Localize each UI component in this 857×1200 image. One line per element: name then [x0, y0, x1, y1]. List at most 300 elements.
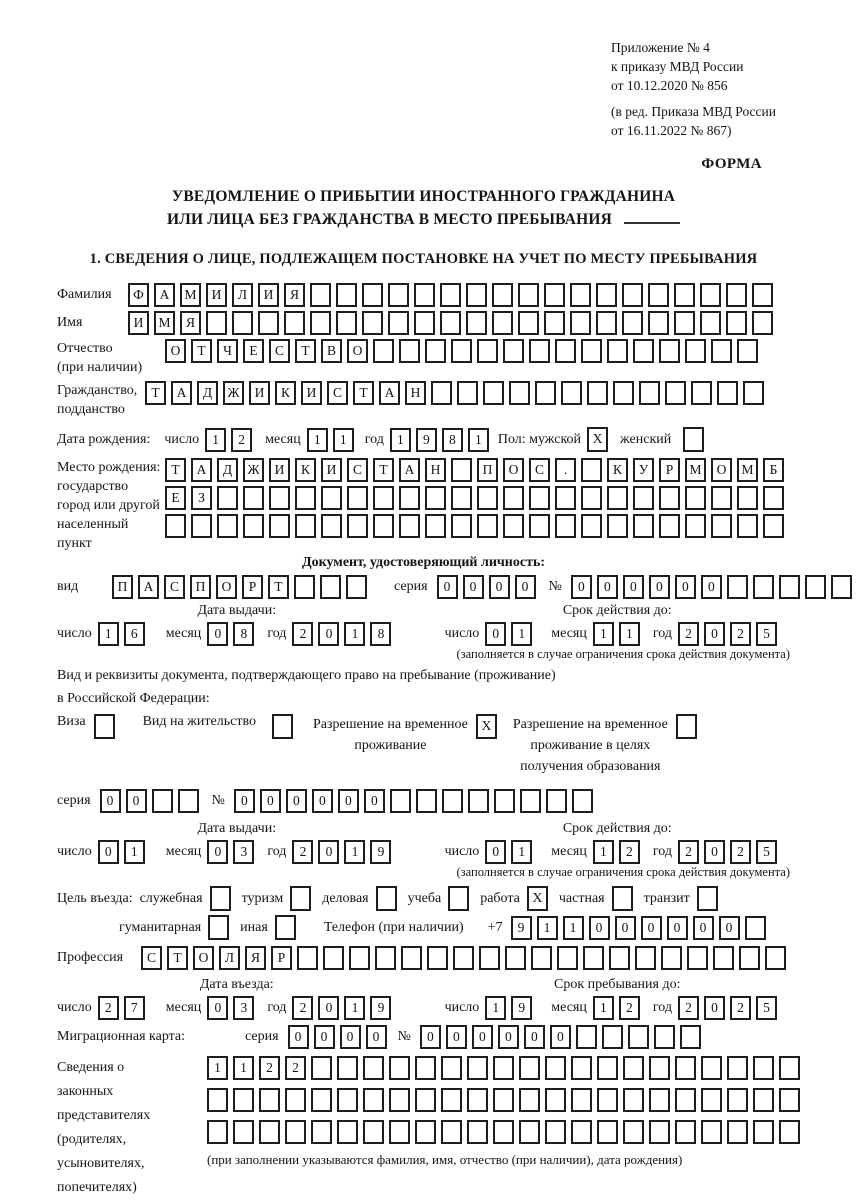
char-cell: А: [191, 458, 212, 482]
char-cell: [285, 1120, 306, 1144]
char-cell: [739, 946, 760, 970]
char-cell: [583, 946, 604, 970]
char-cell: Н: [405, 381, 426, 405]
char-cell: [727, 1088, 748, 1112]
char-cell: [373, 514, 394, 538]
edition-line-2: от 16.11.2022 № 867): [611, 123, 732, 138]
char-cell: [165, 514, 186, 538]
char-cell: 2: [259, 1056, 280, 1080]
purpose-tourism-label: туризм: [241, 890, 284, 906]
char-cell: [727, 1120, 748, 1144]
char-cell: 2: [231, 428, 252, 452]
char-cell: Н: [425, 458, 446, 482]
char-cell: [622, 283, 643, 307]
identity-doc-dates: Дата выдачи: число 1 6 месяц 0 8 год 2 0 1 8 Срок действия до: число 0 1 месяц 1 1 год 2 0 2 5: [57, 603, 790, 646]
char-cell: 2: [98, 996, 119, 1020]
entry-month-cells: [207, 996, 259, 1020]
char-cell: [346, 575, 367, 599]
char-cell: [243, 514, 264, 538]
char-cell: Я: [245, 946, 266, 970]
char-cell: [415, 1056, 436, 1080]
char-cell: 8: [233, 622, 254, 646]
char-cell: [665, 381, 686, 405]
char-cell: Т: [165, 458, 186, 482]
name-row: [57, 311, 790, 335]
annex-line-2: к приказу МВД России: [611, 59, 744, 74]
char-cell: [545, 1056, 566, 1080]
char-cell: 0: [340, 1025, 361, 1049]
char-cell: [529, 339, 550, 363]
char-cell: 0: [472, 1025, 493, 1049]
char-cell: [494, 789, 515, 813]
char-cell: [717, 381, 738, 405]
residence-doc-dates: Дата выдачи: число 0 1 месяц 0 3 год 2 0 1 9 Срок действия до: число 0 1 месяц 1 2 год 2 0 2 5: [57, 821, 790, 864]
char-cell: 1: [593, 840, 614, 864]
char-cell: [431, 381, 452, 405]
purpose-private-checkbox: [612, 886, 633, 911]
char-cell: И: [301, 381, 322, 405]
char-cell: [581, 339, 602, 363]
char-cell: [649, 1088, 670, 1112]
char-cell: 1: [233, 1056, 254, 1080]
char-cell: [297, 946, 318, 970]
char-cell: 6: [124, 622, 145, 646]
char-cell: [389, 1088, 410, 1112]
char-cell: [337, 1056, 358, 1080]
char-cell: [493, 1056, 514, 1080]
char-cell: 2: [678, 622, 699, 646]
residence-permit-checkbox: [272, 714, 293, 739]
surname-label: Фамилия: [57, 287, 112, 302]
char-cell: [206, 311, 227, 335]
purpose-humanitarian-checkbox: [208, 915, 229, 940]
char-cell: 0: [615, 916, 636, 940]
purpose-transit-checkbox: [697, 886, 718, 911]
char-cell: [529, 486, 550, 510]
char-cell: 1: [619, 622, 640, 646]
purpose-work-label: работа: [480, 890, 520, 906]
char-cell: Ж: [243, 458, 264, 482]
char-cell: 0: [693, 916, 714, 940]
purpose-official-checkbox: [210, 886, 231, 911]
char-cell: [571, 1120, 592, 1144]
char-cell: [217, 486, 238, 510]
residence-valid-month-cells: [593, 840, 645, 864]
char-cell: [269, 486, 290, 510]
temp-residence-label: Разрешение на временное проживание: [312, 717, 468, 753]
char-cell: [349, 946, 370, 970]
char-cell: Ж: [223, 381, 244, 405]
char-cell: А: [154, 283, 175, 307]
char-cell: [763, 514, 784, 538]
purpose-study-label: учеба: [407, 890, 442, 906]
profession-label: Профессия: [57, 950, 124, 965]
char-cell: 0: [318, 622, 339, 646]
char-cell: М: [154, 311, 175, 335]
char-cell: [659, 514, 680, 538]
char-cell: [363, 1088, 384, 1112]
char-cell: 0: [623, 575, 644, 599]
char-cell: 0: [571, 575, 592, 599]
char-cell: [545, 1088, 566, 1112]
temp-residence-edu-checkbox: [676, 714, 697, 739]
phone-prefix: +7: [487, 919, 503, 935]
char-cell: И: [206, 283, 227, 307]
char-cell: В: [321, 339, 342, 363]
char-cell: Д: [217, 458, 238, 482]
char-cell: [259, 1088, 280, 1112]
purpose-study-checkbox: [448, 886, 469, 911]
char-cell: [347, 486, 368, 510]
char-cell: 1: [537, 916, 558, 940]
char-cell: [310, 283, 331, 307]
char-cell: [607, 339, 628, 363]
purpose-row-1: [57, 886, 790, 911]
char-cell: [440, 283, 461, 307]
char-cell: [597, 1088, 618, 1112]
char-cell: [519, 1120, 540, 1144]
char-cell: [375, 946, 396, 970]
char-cell: Л: [219, 946, 240, 970]
char-cell: 0: [641, 916, 662, 940]
char-cell: [259, 1120, 280, 1144]
temp-residence-edu-label: Разрешение на временное проживание в целях получения образования: [512, 717, 668, 774]
char-cell: Л: [232, 283, 253, 307]
char-cell: [520, 789, 541, 813]
char-cell: 0: [318, 996, 339, 1020]
char-cell: 0: [364, 789, 385, 813]
birth-year-cells: [390, 428, 494, 452]
char-cell: 9: [416, 428, 437, 452]
char-cell: З: [191, 486, 212, 510]
char-cell: 2: [285, 1056, 306, 1080]
char-cell: 5: [756, 840, 777, 864]
char-cell: [232, 311, 253, 335]
char-cell: [451, 339, 472, 363]
char-cell: О: [347, 339, 368, 363]
char-cell: 0: [312, 789, 333, 813]
name-label: Имя: [57, 315, 83, 330]
patronymic-row: [57, 339, 790, 377]
char-cell: М: [685, 458, 706, 482]
residence-valid-day-cells: [485, 840, 537, 864]
char-cell: [416, 789, 437, 813]
char-cell: [493, 1088, 514, 1112]
residence-valid-year-cells: [678, 840, 782, 864]
char-cell: 9: [511, 916, 532, 940]
char-cell: А: [379, 381, 400, 405]
char-cell: И: [321, 458, 342, 482]
birthplace-block: [57, 458, 790, 553]
char-cell: С: [327, 381, 348, 405]
purpose-business-checkbox: [376, 886, 397, 911]
female-label: женский: [620, 431, 672, 447]
char-cell: У: [633, 458, 654, 482]
char-cell: [503, 486, 524, 510]
char-cell: [661, 946, 682, 970]
char-cell: [726, 311, 747, 335]
char-cell: 8: [370, 622, 391, 646]
char-cell: [363, 1120, 384, 1144]
phone-label: Телефон (при наличии): [323, 919, 464, 935]
residence-series-cells: [100, 789, 204, 813]
char-cell: [633, 486, 654, 510]
entry-year-cells: [292, 996, 396, 1020]
char-cell: [753, 1056, 774, 1080]
char-cell: [295, 486, 316, 510]
char-cell: 0: [485, 840, 506, 864]
char-cell: О: [165, 339, 186, 363]
char-cell: [713, 946, 734, 970]
citizenship-row: [57, 381, 790, 419]
char-cell: [466, 311, 487, 335]
char-cell: [685, 514, 706, 538]
char-cell: Т: [167, 946, 188, 970]
char-cell: [311, 1120, 332, 1144]
char-cell: [557, 946, 578, 970]
char-cell: [633, 339, 654, 363]
char-cell: [602, 1025, 623, 1049]
valid-day-cells: [485, 622, 537, 646]
char-cell: [529, 514, 550, 538]
residence-validity-note: (заполняется в случае ограничения срока действия документа): [456, 865, 790, 879]
char-cell: 2: [678, 840, 699, 864]
char-cell: 0: [338, 789, 359, 813]
representatives-cells-row2: [207, 1088, 805, 1112]
char-cell: [700, 311, 721, 335]
char-cell: [466, 283, 487, 307]
birth-date-label: Дата рождения:: [57, 431, 151, 447]
char-cell: [191, 514, 212, 538]
char-cell: О: [216, 575, 237, 599]
char-cell: [284, 311, 305, 335]
char-cell: 0: [649, 575, 670, 599]
char-cell: 0: [286, 789, 307, 813]
char-cell: [243, 486, 264, 510]
char-cell: П: [477, 458, 498, 482]
char-cell: 0: [126, 789, 147, 813]
char-cell: Е: [165, 486, 186, 510]
char-cell: [581, 514, 602, 538]
char-cell: 0: [366, 1025, 387, 1049]
edition-line-1: (в ред. Приказа МВД России: [611, 104, 776, 119]
char-cell: 0: [597, 575, 618, 599]
char-cell: [441, 1120, 462, 1144]
char-cell: .: [555, 458, 576, 482]
char-cell: [477, 486, 498, 510]
identity-doc-heading: Документ, удостоверяющий личность:: [301, 555, 546, 570]
char-cell: М: [737, 458, 758, 482]
char-cell: Т: [268, 575, 289, 599]
char-cell: [509, 381, 530, 405]
residence-valid-heading: Срок действия до:: [562, 821, 672, 836]
char-cell: [178, 789, 199, 813]
char-cell: 0: [704, 996, 725, 1020]
char-cell: [607, 486, 628, 510]
migration-number-label: №: [397, 1029, 411, 1044]
char-cell: [737, 339, 758, 363]
char-cell: [389, 1120, 410, 1144]
char-cell: [687, 946, 708, 970]
char-cell: [649, 1120, 670, 1144]
char-cell: 2: [678, 996, 699, 1020]
char-cell: И: [249, 381, 270, 405]
char-cell: [726, 283, 747, 307]
char-cell: Т: [191, 339, 212, 363]
char-cell: 1: [344, 996, 365, 1020]
char-cell: [711, 514, 732, 538]
char-cell: [425, 339, 446, 363]
citizenship-cells: [145, 381, 769, 405]
char-cell: [492, 283, 513, 307]
char-cell: 1: [593, 996, 614, 1020]
char-cell: Т: [145, 381, 166, 405]
birthplace-label: Место рождения: государство город или другой населенный пункт: [57, 460, 161, 551]
char-cell: [373, 486, 394, 510]
char-cell: [427, 946, 448, 970]
char-cell: [701, 1120, 722, 1144]
char-cell: [269, 514, 290, 538]
surname-cells: [128, 283, 778, 307]
char-cell: [414, 283, 435, 307]
char-cell: [388, 283, 409, 307]
char-cell: [399, 514, 420, 538]
char-cell: [609, 946, 630, 970]
char-cell: 0: [207, 622, 228, 646]
char-cell: [570, 311, 591, 335]
char-cell: [451, 514, 472, 538]
char-cell: [675, 1088, 696, 1112]
char-cell: [674, 283, 695, 307]
purpose-transit-label: транзит: [643, 890, 690, 906]
char-cell: [623, 1056, 644, 1080]
char-cell: 0: [463, 575, 484, 599]
issue-year-cells: [292, 622, 396, 646]
char-cell: 1: [98, 622, 119, 646]
char-cell: А: [171, 381, 192, 405]
char-cell: [576, 1025, 597, 1049]
char-cell: [399, 339, 420, 363]
char-cell: [347, 514, 368, 538]
issue-day-cells: [98, 622, 150, 646]
birth-day-word: число: [164, 431, 200, 447]
char-cell: [479, 946, 500, 970]
char-cell: 1: [593, 622, 614, 646]
char-cell: [763, 486, 784, 510]
name-cells: [128, 311, 778, 335]
char-cell: 2: [292, 840, 313, 864]
char-cell: П: [190, 575, 211, 599]
char-cell: [596, 283, 617, 307]
char-cell: 0: [667, 916, 688, 940]
char-cell: [623, 1088, 644, 1112]
char-cell: [467, 1056, 488, 1080]
char-cell: Д: [197, 381, 218, 405]
char-cell: [597, 1120, 618, 1144]
char-cell: [659, 339, 680, 363]
char-cell: 1: [207, 1056, 228, 1080]
birthplace-cells-row1: [165, 458, 789, 482]
char-cell: [753, 1120, 774, 1144]
char-cell: [545, 1120, 566, 1144]
char-cell: [415, 1120, 436, 1144]
migration-card-label: Миграционная карта:: [57, 1029, 186, 1044]
char-cell: 1: [390, 428, 411, 452]
male-checkbox: X: [587, 427, 608, 452]
char-cell: А: [138, 575, 159, 599]
char-cell: С: [347, 458, 368, 482]
char-cell: [745, 916, 766, 940]
residence-issue-heading: Дата выдачи:: [197, 821, 277, 836]
char-cell: Ч: [217, 339, 238, 363]
migration-card-row: [57, 1025, 790, 1049]
char-cell: [648, 311, 669, 335]
purpose-official-label: служебная: [139, 890, 203, 906]
char-cell: [440, 311, 461, 335]
char-cell: [623, 1120, 644, 1144]
form-label: ФОРМА: [701, 156, 762, 172]
char-cell: [320, 575, 341, 599]
representatives-block: [57, 1056, 790, 1200]
issue-date-heading: Дата выдачи:: [197, 603, 277, 618]
birth-month-cells: [307, 428, 359, 452]
char-cell: И: [269, 458, 290, 482]
char-cell: 0: [719, 916, 740, 940]
annex-reference: [611, 38, 790, 140]
char-cell: О: [711, 458, 732, 482]
char-cell: [805, 575, 826, 599]
char-cell: 1: [563, 916, 584, 940]
char-cell: [425, 486, 446, 510]
char-cell: [483, 381, 504, 405]
char-cell: К: [275, 381, 296, 405]
birth-month-word: месяц: [265, 431, 301, 447]
char-cell: 8: [442, 428, 463, 452]
char-cell: И: [258, 283, 279, 307]
residence-number-label: №: [211, 793, 225, 808]
purpose-label: Цель въезда:: [57, 890, 133, 906]
char-cell: [518, 311, 539, 335]
form-title-line-2: ИЛИ ЛИЦА БЕЗ ГРАЖДАНСТВА В МЕСТО ПРЕБЫВАНИЯ: [166, 211, 613, 228]
char-cell: [654, 1025, 675, 1049]
char-cell: 2: [619, 996, 640, 1020]
purpose-private-label: частная: [558, 890, 605, 906]
char-cell: 1: [511, 622, 532, 646]
char-cell: [492, 311, 513, 335]
char-cell: [441, 1088, 462, 1112]
representatives-note: (при заполнении указываются фамилия, имя, отчество (при наличии), дата рождения): [207, 1152, 683, 1167]
char-cell: [152, 789, 173, 813]
char-cell: [323, 946, 344, 970]
char-cell: Я: [284, 283, 305, 307]
char-cell: [765, 946, 786, 970]
char-cell: [701, 1056, 722, 1080]
char-cell: [752, 311, 773, 335]
char-cell: [779, 575, 800, 599]
char-cell: 0: [288, 1025, 309, 1049]
purpose-row-2: [119, 915, 790, 940]
char-cell: [685, 339, 706, 363]
char-cell: 9: [511, 996, 532, 1020]
char-cell: 0: [260, 789, 281, 813]
valid-month-cells: [593, 622, 645, 646]
char-cell: [451, 458, 472, 482]
char-cell: 0: [515, 575, 536, 599]
residence-doc-intro-1: Вид и реквизиты документа, подтверждающего право на пребывание (проживание): [57, 668, 556, 683]
char-cell: С: [529, 458, 550, 482]
citizenship-label: Гражданство, подданство: [57, 383, 138, 417]
char-cell: [294, 575, 315, 599]
